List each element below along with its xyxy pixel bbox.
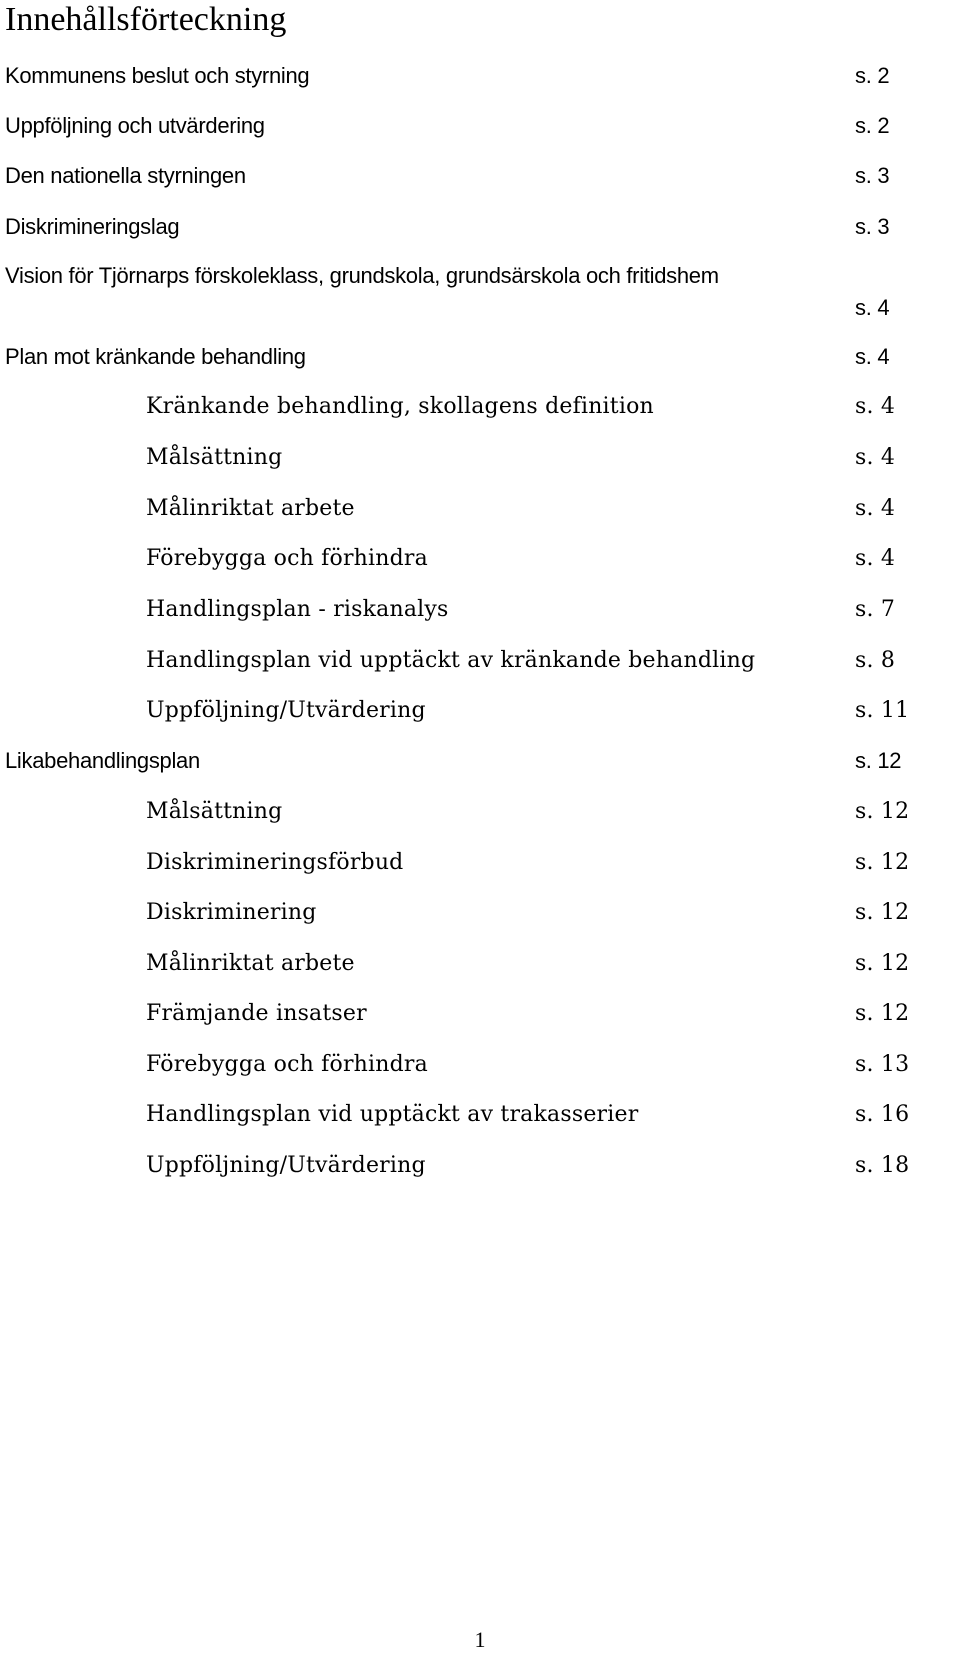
toc-subentry-page: s. 12 (855, 799, 910, 824)
toc-entry-page: s. 2 (855, 63, 890, 88)
toc-subentry-page: s. 4 (855, 496, 896, 521)
toc-entry-page: s. 4 (855, 344, 890, 369)
toc-entry-label: Likabehandlingsplan (5, 748, 200, 773)
toc-subentry-label: Uppföljning/Utvärdering (146, 698, 426, 723)
toc-subentry-label: Förebygga och förhindra (146, 546, 428, 571)
page-title: Innehållsförteckning (5, 1, 287, 38)
toc-entry-label: Vision för Tjörnarps förskoleklass, grundskola, grundsärskola och fritidshem (5, 263, 719, 288)
toc-subentry-page: s. 4 (855, 445, 896, 470)
toc-subentry-label: Handlingsplan vid upptäckt av trakasserier (146, 1102, 639, 1127)
toc-subentry-label: Kränkande behandling, skollagens definition (146, 394, 654, 419)
toc-entry-page: s. 12 (855, 748, 902, 773)
toc-entry-page: s. 4 (855, 295, 890, 320)
toc-entry-label: Diskrimineringslag (5, 214, 180, 239)
toc-subentry-page: s. 11 (855, 698, 910, 723)
toc-subentry-page: s. 13 (855, 1052, 910, 1077)
toc-entry-label: Den nationella styrningen (5, 163, 246, 188)
toc-subentry-label: Målinriktat arbete (146, 496, 355, 521)
toc-subentry-label: Handlingsplan vid upptäckt av kränkande behandling (146, 648, 756, 673)
toc-entry-page: s. 3 (855, 163, 890, 188)
toc-subentry-label: Främjande insatser (146, 1001, 367, 1026)
toc-subentry-label: Handlingsplan - riskanalys (146, 597, 449, 622)
toc-entry-label: Kommunens beslut och styrning (5, 63, 310, 88)
toc-subentry-label: Förebygga och förhindra (146, 1052, 428, 1077)
toc-subentry-page: s. 12 (855, 850, 910, 875)
toc-subentry-label: Diskrimineringsförbud (146, 850, 404, 875)
toc-subentry-label: Målinriktat arbete (146, 951, 355, 976)
toc-subentry-page: s. 4 (855, 546, 896, 571)
toc-subentry-page: s. 4 (855, 394, 896, 419)
toc-subentry-page: s. 12 (855, 1001, 910, 1026)
toc-subentry-page: s. 12 (855, 951, 910, 976)
page-number: 1 (474, 1627, 486, 1652)
toc-subentry-page: s. 8 (855, 648, 896, 673)
toc-entry-label: Uppföljning och utvärdering (5, 113, 265, 138)
toc-entry-page: s. 2 (855, 113, 890, 138)
toc-entry-page: s. 3 (855, 214, 890, 239)
toc-subentry-page: s. 16 (855, 1102, 910, 1127)
toc-subentry-label: Diskriminering (146, 900, 317, 925)
toc-subentry-label: Målsättning (146, 799, 283, 824)
toc-subentry-label: Uppföljning/Utvärdering (146, 1153, 426, 1178)
toc-entry-label: Plan mot kränkande behandling (5, 344, 306, 369)
toc-subentry-page: s. 12 (855, 900, 910, 925)
toc-subentry-page: s. 18 (855, 1153, 910, 1178)
toc-subentry-label: Målsättning (146, 445, 283, 470)
toc-subentry-page: s. 7 (855, 597, 896, 622)
